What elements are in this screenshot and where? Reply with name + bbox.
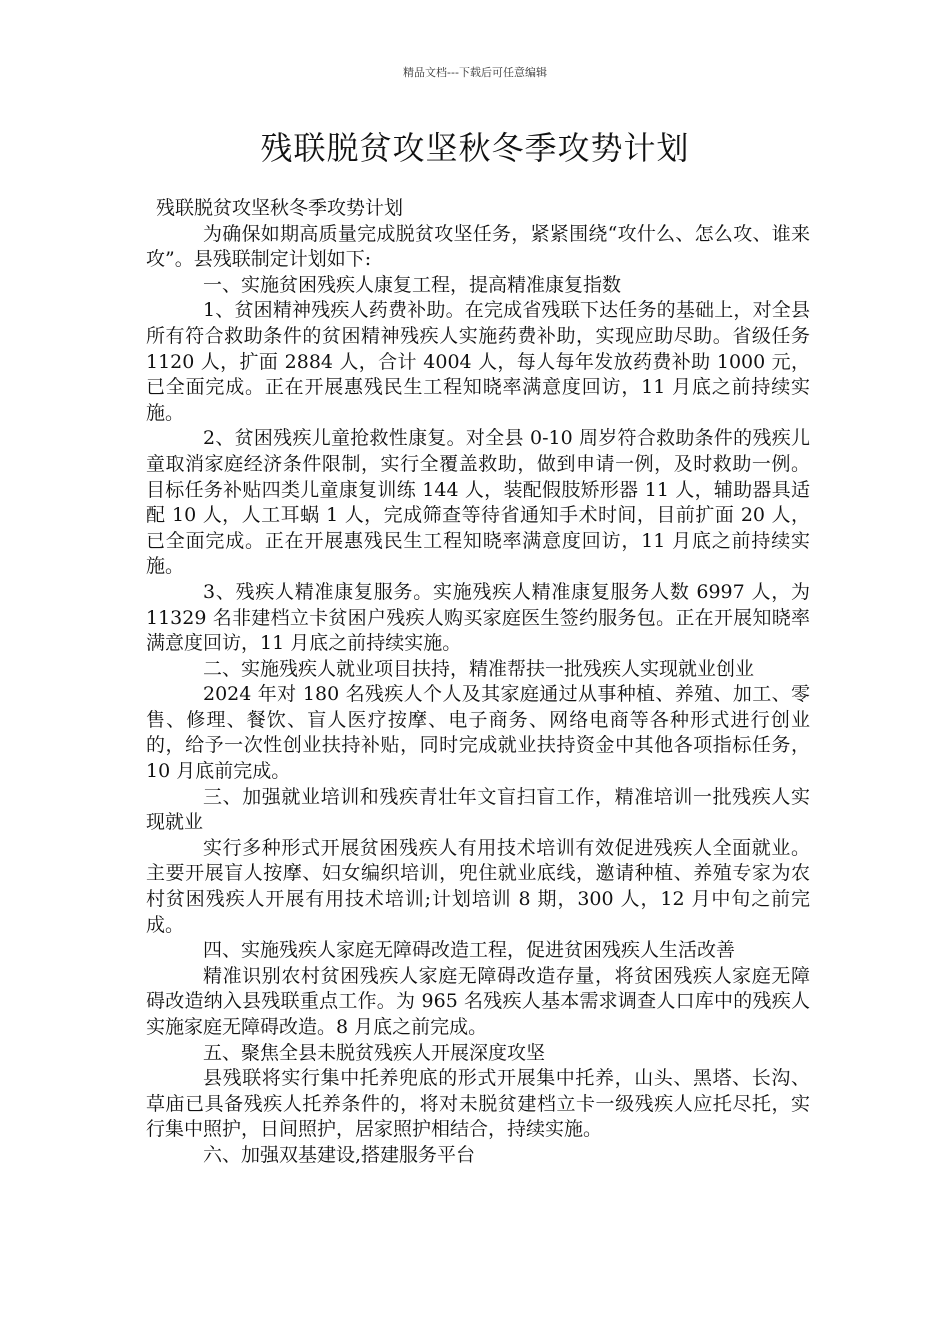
document-body xyxy=(146,196,810,1169)
section-heading-3: 三、加强就业培训和残疾青壮年文盲扫盲工作，精准培训一批残疾人实现就业 xyxy=(146,785,810,834)
section-heading-6: 六、加强双基建设,搭建服务平台 xyxy=(203,1143,476,1166)
section-heading-5: 五、聚焦全县未脱贫残疾人开展深度攻坚 xyxy=(203,1041,546,1064)
paragraph-4: 精准识别农村贫困残疾人家庭无障碍改造存量，将贫困残疾人家庭无障碍改造纳入县残联重点工作。为 965 名残疾人基本需求调查人口库中的残疾人实施家庭无障碍改造。8 月底之前完成。 xyxy=(146,964,810,1038)
section-heading-2: 二、实施残疾人就业项目扶持，精准帮扶一批残疾人实现就业创业 xyxy=(203,657,755,680)
paragraph-2: 2024 年对 180 名残疾人个人及其家庭通过从事种植、养殖、加工、零售、修理、餐饮、盲人医疗按摩、电子商务、网络电商等各种形式进行创业的，给予一次性创业扶持补贴，同时完成就业扶持资金中其他各项指标任务，10 月底前完成。 xyxy=(146,683,810,783)
section-heading-1: 一、实施贫困残疾人康复工程，提高精准康复指数 xyxy=(203,273,622,296)
intro-paragraph: 为确保如期高质量完成脱贫攻坚任务，紧紧围绕“攻什么、怎么攻、谁来攻”。县残联制定计划如下: xyxy=(146,222,810,271)
body-subtitle: 残联脱贫攻坚秋冬季攻势计划 xyxy=(156,197,404,219)
page-header-note: 精品文档---下载后可任意编辑 xyxy=(403,66,547,79)
paragraph-3: 实行多种形式开展贫困残疾人有用技术培训有效促进残疾人全面就业。主要开展盲人按摩、妇女编织培训，兜住就业底线，邀请种植、养殖专家为农村贫困残疾人开展有用技术培训;计划培训 8 期，300 人，12 月中旬之前完成。 xyxy=(146,836,810,936)
document-title: 残联脱贫攻坚秋冬季攻势计划 xyxy=(260,129,690,167)
paragraph-1-1: 1、贫困精神残疾人药费补助。在完成省残联下达任务的基础上，对全县所有符合救助条件的贫困精神残疾人实施药费补助，实现应助尽助。省级任务 1120 人，扩面 2884 人，合计 4004 人，每人每年发放药费补助 1000 元，已全面完成。正在开展惠残民生工程知晓率满意度回访，11 月底之前持续实施。 xyxy=(146,299,810,424)
paragraph-1-3: 3、残疾人精准康复服务。实施残疾人精准康复服务人数 6997 人，为 11329 名非建档立卡贫困户残疾人购买家庭医生签约服务包。正在开展知晓率满意度回访，11 月底之前持续实施。 xyxy=(146,580,810,655)
paragraph-1-2: 2、贫困残疾儿童抢救性康复。对全县 0-10 周岁符合救助条件的残疾儿童取消家庭经济条件限制，实行全覆盖救助，做到申请一例，及时救助一例。目标任务补贴四类儿童康复训练 144 人，装配假肢矫形器 11 人，辅助器具适配 10 人，人工耳蜗 1 人，完成筛查等待省通知手术时间，目前扩面 20 人，已全面完成。正在开展惠残民生工程知晓率满意度回访，11 月底之前持续实施。 xyxy=(146,427,810,578)
paragraph-5: 县残联将实行集中托养兜底的形式开展集中托养，山头、黑塔、长沟、草庙已具备残疾人托养条件的，将对未脱贫建档立卡一级残疾人应托尽托，实行集中照护，日间照护，居家照护相结合，持续实施。 xyxy=(146,1067,810,1141)
section-heading-4: 四、实施残疾人家庭无障碍改造工程，促进贫困残疾人生活改善 xyxy=(203,939,736,962)
